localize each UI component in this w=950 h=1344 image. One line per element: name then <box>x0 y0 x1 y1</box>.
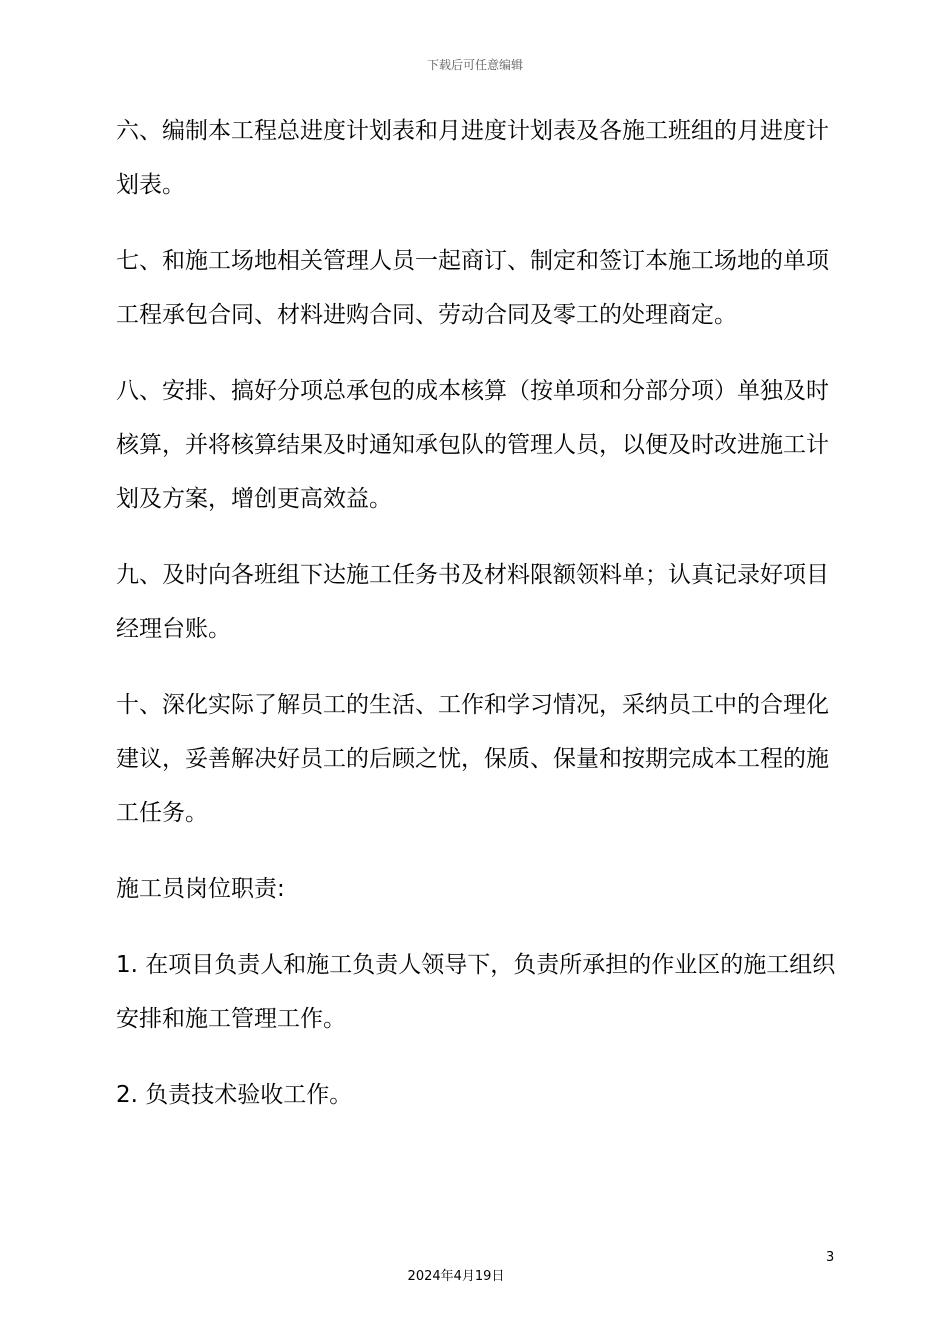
paragraph-item-6: 六、编制本工程总进度计划表和月进度计划表及各施工班组的月进度计划表。 <box>116 118 829 198</box>
header-note: 下载后可任意编辑 <box>426 58 523 72</box>
duty-item-2: 2. 负责技术验收工作。 <box>116 1082 353 1108</box>
paragraph-item-9: 九、及时向各班组下达施工任务书及材料限额领料单；认真记录好项目经理台账。 <box>116 562 829 642</box>
paragraph-item-10: 十、深化实际了解员工的生活、工作和学习情况，采纳员工中的合理化建议，妥善解决好员工的后顾之忧，保质、保量和按期完成本工程的施工任务。 <box>116 692 829 826</box>
duty-item-1: 1. 在项目负责人和施工负责人领导下，负责所承担的作业区的施工组织安排和施工管理工作。 <box>116 952 836 1032</box>
paragraph-item-8: 八、安排、搞好分项总承包的成本核算（按单项和分部分项）单独及时核算，并将核算结果及时通知承包队的管理人员，以便及时改进施工计划及方案，增创更高效益。 <box>116 378 829 512</box>
paragraph-item-7: 七、和施工场地相关管理人员一起商订、制定和签订本施工场地的单项工程承包合同、材料进购合同、劳动合同及零工的处理商定。 <box>116 248 829 328</box>
page-number: 3 <box>826 1250 835 1265</box>
section-heading-construction-staff: 施工员岗位职责: <box>116 876 285 902</box>
document-body <box>116 104 836 1144</box>
footer-date: 2024年4月19日 <box>407 1269 505 1284</box>
